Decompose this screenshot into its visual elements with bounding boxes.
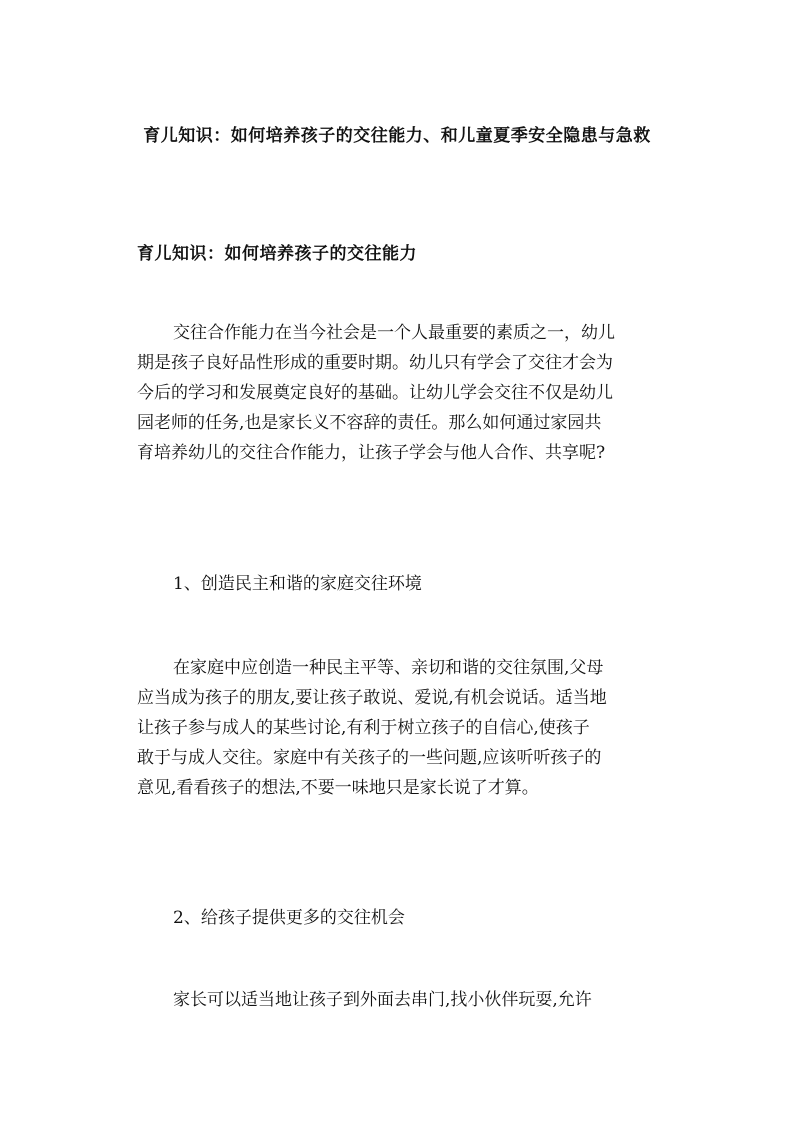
paragraph-line: 应当成为孩子的朋友,要让孩子敢说、爱说,有机会说话。适当地	[137, 688, 607, 708]
paragraph-line: 让孩子参与成人的某些讨论,有利于树立孩子的自信心,使孩子	[137, 718, 590, 738]
point-heading-2: 2、给孩子提供更多的交往机会	[173, 908, 405, 928]
paragraph-3	[137, 985, 662, 1015]
paragraph-line: 园老师的任务,也是家长义不容辞的责任。那么如何通过家园共	[137, 413, 602, 433]
paragraph-1	[137, 318, 662, 468]
paragraph-2	[137, 653, 662, 803]
paragraph-line: 意见,看看孩子的想法,不要一味地只是家长说了才算。	[137, 778, 539, 798]
paragraph-line: 家长可以适当地让孩子到外面去串门,找小伙伴玩耍,允许	[173, 990, 592, 1010]
paragraph-line: 育培养幼儿的交往合作能力，让孩子学会与他人合作、共享呢?	[137, 443, 606, 463]
paragraph-line: 敢于与成人交往。家庭中有关孩子的一些问题,应该听听孩子的	[137, 748, 602, 768]
point-heading-1: 1、创造民主和谐的家庭交往环境	[173, 574, 422, 594]
paragraph-line: 在家庭中应创造一种民主平等、亲切和谐的交往氛围,父母	[173, 658, 604, 678]
paragraph-line: 期是孩子良好品性形成的重要时期。幼儿只有学会了交往才会为	[137, 353, 613, 373]
document-title: 育儿知识：如何培养孩子的交往能力、和儿童夏季安全隐患与急救	[143, 126, 651, 146]
paragraph-line: 交往合作能力在当今社会是一个人最重要的素质之一，幼儿	[173, 323, 615, 343]
paragraph-line: 今后的学习和发展奠定良好的基础。让幼儿学会交往不仅是幼儿	[137, 383, 613, 403]
section-title: 育儿知识：如何培养孩子的交往能力	[137, 244, 417, 264]
